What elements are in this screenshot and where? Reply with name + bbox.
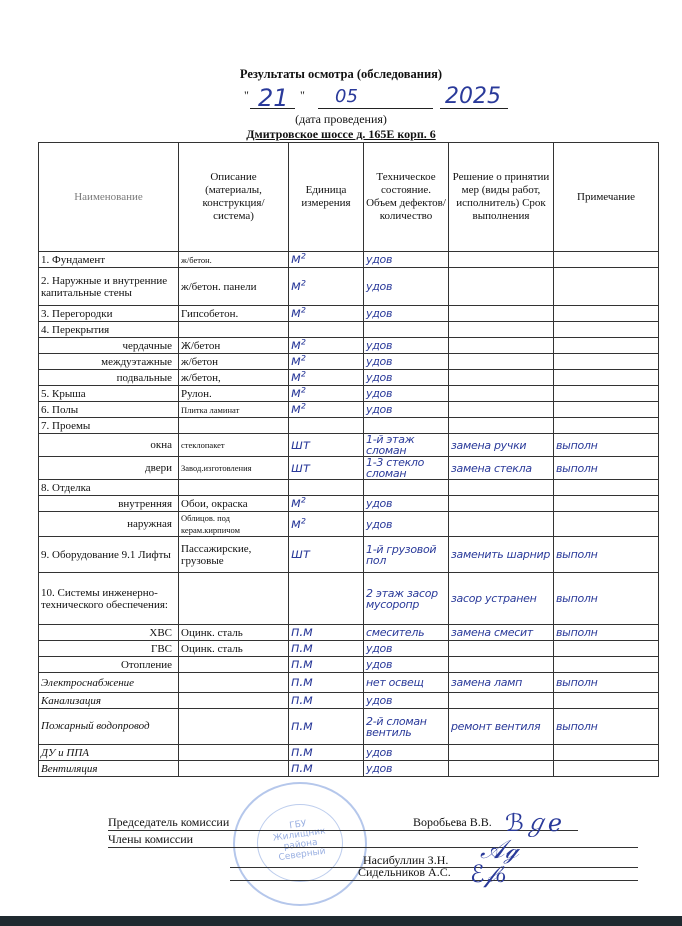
row-name: наружная xyxy=(127,518,172,530)
row-description-cell xyxy=(179,402,289,418)
row-description-cell xyxy=(179,673,289,693)
row-unit-cell xyxy=(289,480,364,496)
row-note-cell xyxy=(554,252,659,268)
table-row xyxy=(39,512,659,537)
row-name-cell xyxy=(39,354,179,370)
row-decision: заменить шарнир xyxy=(451,548,550,561)
row-note-cell xyxy=(554,709,659,745)
row-decision-cell xyxy=(449,693,554,709)
member1-signature: 𝒜ℊ xyxy=(480,835,519,865)
table-row xyxy=(39,709,659,745)
header-note: Примечание xyxy=(554,143,659,252)
row-name: Отопление xyxy=(120,658,172,671)
row-name: двери xyxy=(145,462,172,474)
row-decision-cell xyxy=(449,480,554,496)
table-row xyxy=(39,573,659,625)
row-unit: п.м xyxy=(291,761,313,776)
row-unit-cell xyxy=(289,496,364,512)
row-unit: м² xyxy=(291,496,306,511)
row-state-cell xyxy=(364,252,449,268)
row-state-cell xyxy=(364,354,449,370)
row-name: Вентиляция xyxy=(41,762,98,775)
row-decision-cell xyxy=(449,457,554,480)
row-decision: замена ламп xyxy=(451,676,523,689)
member2-signature: ℰ𝒻ℴ xyxy=(470,860,507,888)
row-unit-cell xyxy=(289,268,364,306)
row-state-cell xyxy=(364,480,449,496)
row-description-cell xyxy=(179,306,289,322)
row-state: удов xyxy=(366,762,393,775)
row-decision: ремонт вентиля xyxy=(451,720,541,733)
table-row xyxy=(39,693,659,709)
row-decision-cell xyxy=(449,496,554,512)
row-unit: п.м xyxy=(291,693,313,708)
row-state: удов xyxy=(366,517,393,531)
row-state: нет освещ xyxy=(366,676,424,689)
row-state-cell xyxy=(364,418,449,434)
row-note: выполн xyxy=(556,548,598,561)
row-description-cell xyxy=(179,338,289,354)
row-note-cell xyxy=(554,761,659,777)
row-note-cell xyxy=(554,573,659,625)
date-day: 21 xyxy=(258,84,289,112)
row-description-cell xyxy=(179,322,289,338)
row-name: 2. Наружные и внутренние капитальные стены xyxy=(41,274,168,299)
table-row xyxy=(39,657,659,673)
row-unit: м² xyxy=(291,306,306,321)
row-state-cell xyxy=(364,745,449,761)
row-description: ж/бетон. xyxy=(181,254,212,265)
row-unit: м² xyxy=(291,516,306,532)
row-name: ДУ и ППА xyxy=(41,746,90,759)
row-name: 1. Фундамент xyxy=(41,253,106,266)
row-unit-cell xyxy=(289,693,364,709)
row-decision-cell xyxy=(449,306,554,322)
table-row xyxy=(39,418,659,434)
row-name-cell xyxy=(39,641,179,657)
row-unit: м² xyxy=(291,279,306,294)
row-decision-cell xyxy=(449,338,554,354)
row-state-cell xyxy=(364,673,449,693)
row-note-cell xyxy=(554,434,659,457)
date-caption: (дата проведения) xyxy=(295,112,387,126)
row-state: 1-й этаж сломан xyxy=(366,433,415,457)
row-state: 2 этаж засор мусоропр xyxy=(366,586,438,611)
row-note-cell xyxy=(554,496,659,512)
row-name: внутренняя xyxy=(118,497,172,510)
row-description-cell xyxy=(179,386,289,402)
row-note-cell xyxy=(554,306,659,322)
row-description-cell xyxy=(179,625,289,641)
row-state: 1-3 стекло сломан xyxy=(366,456,425,480)
row-decision-cell xyxy=(449,625,554,641)
row-unit-cell xyxy=(289,761,364,777)
row-unit: п.м xyxy=(291,641,313,656)
row-description: Плитка ламинат xyxy=(181,404,240,415)
row-unit: п.м xyxy=(291,675,313,690)
row-description-cell xyxy=(179,512,289,537)
table-row xyxy=(39,434,659,457)
table-row xyxy=(39,402,659,418)
row-unit: м² xyxy=(291,370,306,385)
chair-label: Председатель комиссии xyxy=(108,815,230,829)
row-unit-cell xyxy=(289,537,364,573)
row-note-cell xyxy=(554,641,659,657)
row-name: Пожарный водопровод xyxy=(41,720,150,732)
row-description-cell xyxy=(179,537,289,573)
row-unit-cell xyxy=(289,641,364,657)
table-row xyxy=(39,457,659,480)
row-name-cell xyxy=(39,512,179,537)
row-name-cell xyxy=(39,386,179,402)
row-note-cell xyxy=(554,457,659,480)
row-unit-cell xyxy=(289,338,364,354)
row-decision-cell xyxy=(449,537,554,573)
row-unit-cell xyxy=(289,434,364,457)
date-line xyxy=(240,86,510,110)
row-decision: замена смесит xyxy=(451,626,533,639)
row-state-cell xyxy=(364,386,449,402)
date-month: 05 xyxy=(335,86,358,107)
row-state-cell xyxy=(364,625,449,641)
row-name-cell xyxy=(39,761,179,777)
row-decision-cell xyxy=(449,512,554,537)
chair-name: Воробьева В.В. xyxy=(413,815,492,829)
row-state-cell xyxy=(364,338,449,354)
row-description-cell xyxy=(179,434,289,457)
row-decision-cell xyxy=(449,418,554,434)
row-description-cell xyxy=(179,457,289,480)
row-name: 3. Перегородки xyxy=(41,307,113,320)
table-row xyxy=(39,480,659,496)
stamp-text: ГБУ Жилищник района Северный xyxy=(272,819,327,864)
row-description-cell xyxy=(179,252,289,268)
row-note-cell xyxy=(554,537,659,573)
row-name-cell xyxy=(39,673,179,693)
row-note-cell xyxy=(554,657,659,673)
row-note-cell xyxy=(554,322,659,338)
table-row xyxy=(39,745,659,761)
row-note: выполн xyxy=(556,438,598,452)
row-note: выполн xyxy=(556,676,598,689)
row-name-cell xyxy=(39,745,179,761)
row-name-cell xyxy=(39,434,179,457)
row-decision-cell xyxy=(449,354,554,370)
member1-name: Насибуллин З.Н. xyxy=(363,853,449,867)
row-name: подвальные xyxy=(116,371,172,384)
row-state-cell xyxy=(364,641,449,657)
row-unit-cell xyxy=(289,370,364,386)
row-state: удов xyxy=(366,253,393,266)
row-note-cell xyxy=(554,386,659,402)
row-state-cell xyxy=(364,512,449,537)
row-unit-cell xyxy=(289,709,364,745)
table-row xyxy=(39,761,659,777)
row-state-cell xyxy=(364,693,449,709)
row-description: Оцинк. сталь xyxy=(181,626,243,639)
row-name-cell xyxy=(39,338,179,354)
header-state: Техническое состояние. Объем дефектов/ количество xyxy=(364,143,449,252)
row-decision-cell xyxy=(449,370,554,386)
row-description-cell xyxy=(179,657,289,673)
row-unit: шт xyxy=(291,460,310,476)
row-name: 8. Отделка xyxy=(41,481,91,494)
row-name-cell xyxy=(39,306,179,322)
row-note-cell xyxy=(554,268,659,306)
row-description-cell xyxy=(179,761,289,777)
row-note-cell xyxy=(554,512,659,537)
row-name: 7. Проемы xyxy=(41,419,91,432)
table-row xyxy=(39,268,659,306)
row-state-cell xyxy=(364,709,449,745)
row-description: ж/бетон. панели xyxy=(181,280,257,293)
row-decision-cell xyxy=(449,386,554,402)
row-description-cell xyxy=(179,745,289,761)
row-state: удов xyxy=(366,403,393,416)
row-name-cell xyxy=(39,457,179,480)
row-state-cell xyxy=(364,322,449,338)
row-name-cell xyxy=(39,709,179,745)
row-description-cell xyxy=(179,709,289,745)
row-unit: м² xyxy=(291,252,306,267)
row-decision-cell xyxy=(449,673,554,693)
row-note-cell xyxy=(554,625,659,641)
row-description: Оцинк. сталь xyxy=(181,642,243,655)
row-name-cell xyxy=(39,418,179,434)
table-row xyxy=(39,306,659,322)
row-note-cell xyxy=(554,338,659,354)
date-close-quote: " xyxy=(300,88,305,102)
chair-signature: ℬℊℯ xyxy=(505,809,563,837)
row-unit-cell xyxy=(289,657,364,673)
row-name-cell xyxy=(39,268,179,306)
members-label: Члены комиссии xyxy=(108,832,194,846)
row-decision: замена стекла xyxy=(451,461,532,475)
row-unit-cell xyxy=(289,625,364,641)
row-name-cell xyxy=(39,693,179,709)
row-name: Электроснабжение xyxy=(41,676,135,689)
row-state: удов xyxy=(366,746,393,759)
row-name-cell xyxy=(39,496,179,512)
row-description: Завод.изготовления xyxy=(181,463,252,473)
row-unit-cell xyxy=(289,386,364,402)
row-state-cell xyxy=(364,370,449,386)
row-description-cell xyxy=(179,370,289,386)
row-description: ж/бетон xyxy=(181,355,219,368)
row-unit-cell xyxy=(289,673,364,693)
table-row xyxy=(39,386,659,402)
row-name-cell xyxy=(39,402,179,418)
row-description-cell xyxy=(179,268,289,306)
row-state-cell xyxy=(364,573,449,625)
inspection-table xyxy=(38,142,659,777)
row-description: Рулон. xyxy=(181,387,212,400)
row-state: удов xyxy=(366,387,393,400)
row-unit-cell xyxy=(289,457,364,480)
header-decision: Решение о принятии мер (виды работ, исполнитель) Срок выполнения xyxy=(449,143,554,252)
row-note-cell xyxy=(554,673,659,693)
date-open-quote: " xyxy=(244,88,249,102)
row-state: удов xyxy=(366,280,393,293)
row-description-cell xyxy=(179,418,289,434)
table-header-row xyxy=(39,143,659,252)
row-description: Обои, окраска xyxy=(181,497,248,510)
row-description-cell xyxy=(179,354,289,370)
row-state-cell xyxy=(364,657,449,673)
row-description: Облицов. под керам.кирпичом xyxy=(181,513,240,535)
row-state: 1-й грузовой пол xyxy=(366,542,437,567)
row-unit: м² xyxy=(291,354,306,369)
address: Дмитровское шоссе д. 165Е корп. 6 xyxy=(246,127,436,141)
header-name: Наименование xyxy=(39,143,179,252)
row-decision-cell xyxy=(449,252,554,268)
row-state: удов xyxy=(366,658,393,671)
row-unit: м² xyxy=(291,402,306,417)
row-note: выполн xyxy=(556,720,598,733)
row-note-cell xyxy=(554,745,659,761)
row-state: удов xyxy=(366,694,393,707)
header-description: Описание (материалы, конструкция/ система) xyxy=(179,143,289,252)
row-unit: шт xyxy=(291,547,310,562)
date-year: 2025 xyxy=(445,84,501,109)
row-note-cell xyxy=(554,370,659,386)
row-state-cell xyxy=(364,457,449,480)
row-decision-cell xyxy=(449,745,554,761)
row-unit-cell xyxy=(289,306,364,322)
row-name: 9. Оборудование 9.1 Лифты xyxy=(41,548,171,561)
row-description: Гипсобетон. xyxy=(181,307,239,320)
row-unit-cell xyxy=(289,512,364,537)
table-row xyxy=(39,338,659,354)
row-name: 4. Перекрытия xyxy=(41,323,110,336)
row-name-cell xyxy=(39,573,179,625)
row-unit: шт xyxy=(291,437,310,453)
row-description: Ж/бетон xyxy=(181,339,221,352)
table-row xyxy=(39,252,659,268)
row-note-cell xyxy=(554,693,659,709)
row-name: ХВС xyxy=(149,626,172,639)
row-name-cell xyxy=(39,480,179,496)
row-name: чердачные xyxy=(122,339,172,352)
table-row xyxy=(39,673,659,693)
row-note: выполн xyxy=(556,461,598,475)
row-unit: п.м xyxy=(291,745,313,760)
row-name: Канализация xyxy=(41,694,101,707)
row-name: 6. Полы xyxy=(41,403,79,416)
table-row xyxy=(39,322,659,338)
row-state-cell xyxy=(364,306,449,322)
row-unit: п.м xyxy=(291,719,313,734)
row-name-cell xyxy=(39,252,179,268)
row-description-cell xyxy=(179,573,289,625)
row-state-cell xyxy=(364,268,449,306)
row-state-cell xyxy=(364,496,449,512)
table-row xyxy=(39,354,659,370)
row-unit: м² xyxy=(291,386,306,401)
row-unit: м² xyxy=(291,338,306,353)
row-unit-cell xyxy=(289,322,364,338)
row-unit: п.м xyxy=(291,657,313,672)
row-name-cell xyxy=(39,322,179,338)
row-decision-cell xyxy=(449,268,554,306)
row-state-cell xyxy=(364,537,449,573)
row-note-cell xyxy=(554,354,659,370)
row-state: удов xyxy=(366,497,393,510)
row-note-cell xyxy=(554,480,659,496)
row-state: удов xyxy=(366,307,393,320)
row-decision-cell xyxy=(449,573,554,625)
row-description: Пассажирские, грузовые xyxy=(181,542,252,567)
row-name-cell xyxy=(39,625,179,641)
row-description: стеклопакет xyxy=(181,440,225,450)
row-name-cell xyxy=(39,370,179,386)
row-decision-cell xyxy=(449,434,554,457)
row-state: удов xyxy=(366,339,393,352)
row-unit-cell xyxy=(289,402,364,418)
row-name-cell xyxy=(39,537,179,573)
row-unit-cell xyxy=(289,745,364,761)
row-decision-cell xyxy=(449,761,554,777)
row-decision-cell xyxy=(449,657,554,673)
row-note: выполн xyxy=(556,626,598,639)
row-state: смеситель xyxy=(366,626,425,639)
row-state: удов xyxy=(366,355,393,368)
row-state-cell xyxy=(364,761,449,777)
row-state: удов xyxy=(366,642,393,655)
row-description-cell xyxy=(179,693,289,709)
row-unit: п.м xyxy=(291,625,313,640)
row-state-cell xyxy=(364,434,449,457)
row-state-cell xyxy=(364,402,449,418)
row-decision-cell xyxy=(449,709,554,745)
row-name: междуэтажные xyxy=(101,355,172,368)
row-name-cell xyxy=(39,657,179,673)
table-row xyxy=(39,496,659,512)
row-decision: замена ручки xyxy=(451,438,527,452)
table-row xyxy=(39,641,659,657)
row-description-cell xyxy=(179,496,289,512)
table-row xyxy=(39,537,659,573)
row-description-cell xyxy=(179,480,289,496)
row-decision: засор устранен xyxy=(451,592,537,605)
table-row xyxy=(39,625,659,641)
row-note-cell xyxy=(554,402,659,418)
table-row xyxy=(39,370,659,386)
document-title: Результаты осмотра (обследования) xyxy=(239,67,443,81)
row-unit-cell xyxy=(289,252,364,268)
row-unit-cell xyxy=(289,418,364,434)
row-name: 5. Крыша xyxy=(41,387,86,400)
row-decision-cell xyxy=(449,402,554,418)
header-unit: Единица измерения xyxy=(289,143,364,252)
row-unit-cell xyxy=(289,573,364,625)
row-name: окна xyxy=(150,439,172,451)
row-description-cell xyxy=(179,641,289,657)
signature-block xyxy=(0,805,682,915)
row-state: 2-й сломан вентиль xyxy=(366,714,427,739)
row-decision-cell xyxy=(449,641,554,657)
member2-name: Сидельников А.С. xyxy=(358,865,451,879)
row-description: ж/бетон, xyxy=(181,371,221,384)
row-name: 10. Системы инженерно-технического обеспечения: xyxy=(41,586,168,611)
row-note: выполн xyxy=(556,592,598,605)
row-note-cell xyxy=(554,418,659,434)
row-decision-cell xyxy=(449,322,554,338)
row-unit-cell xyxy=(289,354,364,370)
row-state: удов xyxy=(366,371,393,384)
row-name: ГВС xyxy=(150,642,172,655)
